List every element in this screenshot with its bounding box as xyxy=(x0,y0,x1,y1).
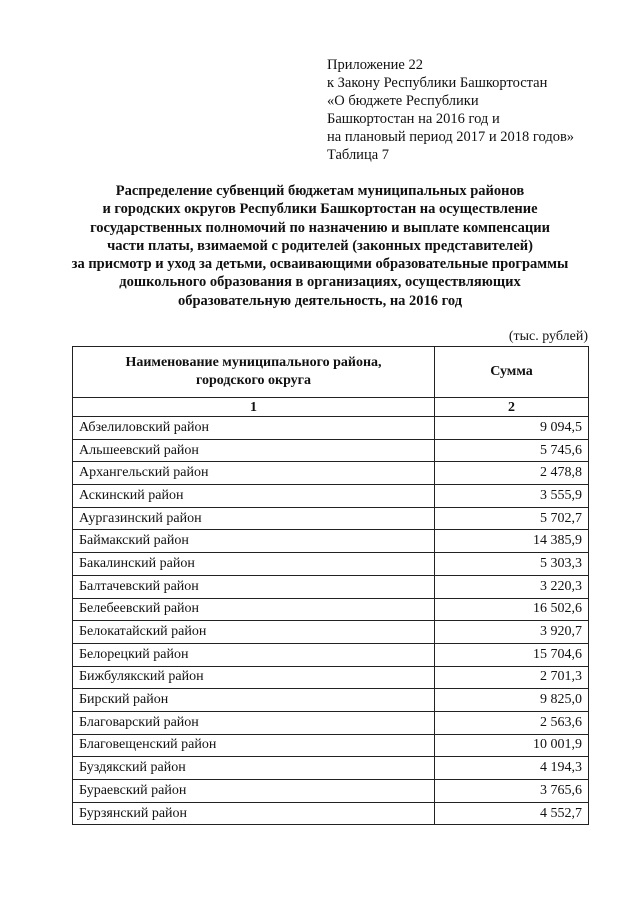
table-row xyxy=(73,462,589,485)
district-name-cell: Бирский район xyxy=(73,689,435,712)
title-line: дошкольного образования в организациях, осуществляющих xyxy=(119,274,521,291)
amount-cell: 3 765,6 xyxy=(435,780,589,803)
annex-line: к Закону Республики Башкортостан xyxy=(327,75,548,91)
table-row xyxy=(73,530,589,553)
district-name-cell: Бижбулякский район xyxy=(73,666,435,689)
header-sum-cell: Сумма xyxy=(435,347,589,398)
amount-cell: 2 563,6 xyxy=(435,711,589,734)
title-line: за присмотр и уход за детьми, осваивающими образовательные программы xyxy=(71,256,569,273)
amount-cell: 14 385,9 xyxy=(435,530,589,553)
table-row xyxy=(73,802,589,825)
annex-line: Башкортостан на 2016 год и xyxy=(327,111,500,127)
amount-cell: 4 194,3 xyxy=(435,757,589,780)
column-number-row xyxy=(73,398,589,417)
units-note: (тыс. рублей) xyxy=(508,329,588,344)
annex-line: на плановый период 2017 и 2018 годов» xyxy=(327,129,575,145)
annex-line: Приложение 22 xyxy=(327,57,423,73)
district-name-cell: Бакалинский район xyxy=(73,553,435,576)
table-row xyxy=(73,439,589,462)
title-line: Распределение субвенций бюджетам муниципальных районов xyxy=(115,183,525,199)
title-line: и городских округов Республики Башкортостан на осуществление xyxy=(102,201,538,218)
district-name-cell: Благовещенский район xyxy=(73,734,435,757)
district-name-cell: Бураевский район xyxy=(73,780,435,803)
annex-line: «О бюджете Республики xyxy=(327,93,479,109)
district-name-cell: Архангельский район xyxy=(73,462,435,485)
district-name-cell: Белокатайский район xyxy=(73,621,435,644)
table-row xyxy=(73,417,589,440)
amount-cell: 2 701,3 xyxy=(435,666,589,689)
amount-cell: 9 094,5 xyxy=(435,417,589,440)
header-name-cell xyxy=(73,347,435,398)
subsidy-table xyxy=(72,346,589,825)
amount-cell: 3 555,9 xyxy=(435,485,589,508)
district-name-cell: Аургазинский район xyxy=(73,507,435,530)
title-line: государственных полномочий по назначению и выплате компенсации xyxy=(90,219,550,236)
amount-cell: 2 478,8 xyxy=(435,462,589,485)
amount-cell: 5 702,7 xyxy=(435,507,589,530)
table-body xyxy=(73,417,589,825)
table-row xyxy=(73,485,589,508)
district-name-cell: Балтачевский район xyxy=(73,575,435,598)
amount-cell: 15 704,6 xyxy=(435,643,589,666)
table-row xyxy=(73,780,589,803)
district-name-cell: Благоварский район xyxy=(73,711,435,734)
table-row xyxy=(73,575,589,598)
amount-cell: 16 502,6 xyxy=(435,598,589,621)
annex-line: Таблица 7 xyxy=(327,147,390,163)
amount-cell: 3 920,7 xyxy=(435,621,589,644)
column-number: 1 xyxy=(73,398,435,417)
annex-reference xyxy=(327,56,574,164)
table-row xyxy=(73,666,589,689)
amount-cell: 9 825,0 xyxy=(435,689,589,712)
header-name-line: Наименование муниципального района, xyxy=(125,355,382,370)
table-header-row xyxy=(73,347,589,398)
district-name-cell: Альшеевский район xyxy=(73,439,435,462)
table-row xyxy=(73,643,589,666)
column-number: 2 xyxy=(435,398,589,417)
district-name-cell: Абзелиловский район xyxy=(73,417,435,440)
district-name-cell: Бурзянский район xyxy=(73,802,435,825)
amount-cell: 3 220,3 xyxy=(435,575,589,598)
district-name-cell: Баймакский район xyxy=(73,530,435,553)
table-row xyxy=(73,689,589,712)
document-title xyxy=(40,182,600,310)
amount-cell: 5 745,6 xyxy=(435,439,589,462)
table-row xyxy=(73,553,589,576)
table-row xyxy=(73,621,589,644)
district-name-cell: Белорецкий район xyxy=(73,643,435,666)
district-name-cell: Аскинский район xyxy=(73,485,435,508)
amount-cell: 5 303,3 xyxy=(435,553,589,576)
table-row xyxy=(73,711,589,734)
district-name-cell: Буздякский район xyxy=(73,757,435,780)
table-row xyxy=(73,598,589,621)
title-line: части платы, взимаемой с родителей (законных представителей) xyxy=(107,237,533,254)
table-row xyxy=(73,507,589,530)
table-row xyxy=(73,734,589,757)
amount-cell: 10 001,9 xyxy=(435,734,589,757)
table-row xyxy=(73,757,589,780)
header-name-line: городского округа xyxy=(195,373,312,388)
district-name-cell: Белебеевский район xyxy=(73,598,435,621)
amount-cell: 4 552,7 xyxy=(435,802,589,825)
title-line: образовательную деятельность, на 2016 год xyxy=(177,292,463,309)
